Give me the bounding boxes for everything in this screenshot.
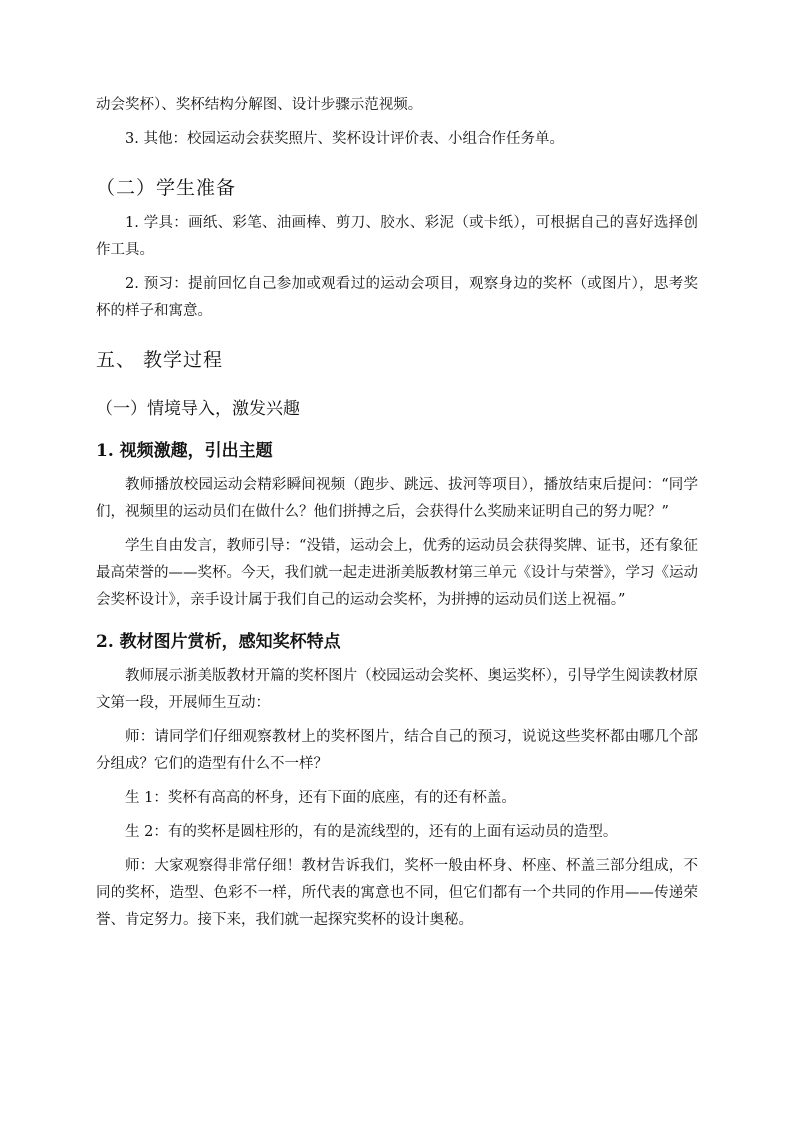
heading-video: 1. 视频激趣，引出主题	[96, 441, 273, 461]
paragraph-continued: 动会奖杯）、奖杯结构分解图、设计步骤示范视频。	[96, 97, 423, 113]
paragraph-images-1: 教师展示浙美版教材开篇的奖杯图片（校园运动会奖杯、奥运奖杯），引导学生阅读教材原文第一段，开展师生互动：	[96, 668, 698, 711]
heading-situation-intro: （一）情境导入，激发兴趣	[96, 399, 300, 419]
heading-textbook-images: 2. 教材图片赏析，感知奖杯特点	[96, 632, 341, 652]
heading-student-prep: （二）学生准备	[96, 177, 237, 199]
paragraph-student-2: 生 2：有的奖杯是圆柱形的，有的是流线型的，还有的上面有运动员的造型。	[125, 824, 618, 840]
paragraph-student-1: 生 1：奖杯有高高的杯身，还有下面的底座，有的还有杯盖。	[125, 790, 516, 806]
paragraph-other-resources: 3. 其他：校园运动会获奖照片、奖杯设计评价表、小组合作任务单。	[125, 131, 564, 147]
heading-teaching-process: 五、 教学过程	[96, 349, 224, 371]
paragraph-video-1: 教师播放校园运动会精彩瞬间视频（跑步、跳远、拔河等项目），播放结束后提问：“同学们，视频里的运动员们在做什么？他们拼搏之后，会获得什么奖励来证明自己的努力呢？”	[96, 477, 698, 520]
paragraph-tools: 1. 学具：画纸、彩笔、油画棒、剪刀、胶水、彩泥（或卡纸），可根据自己的喜好选择创作工具。	[96, 215, 698, 258]
paragraph-teacher-question: 师：请同学们仔细观察教材上的奖杯图片，结合自己的预习，说说这些奖杯都由哪几个部分组成？它们的造型有什么不一样？	[96, 729, 698, 772]
paragraph-preview: 2. 预习：提前回忆自己参加或观看过的运动会项目，观察身边的奖杯（或图片），思考奖杯的样子和寓意。	[96, 276, 698, 319]
paragraph-teacher-answer: 师：大家观察得非常仔细！教材告诉我们，奖杯一般由杯身、杯座、杯盖三部分组成，不同的奖杯，造型、色彩不一样，所代表的寓意也不同，但它们都有一个共同的作用——传递荣誉、肯定努力。接下来，我们就一起探究奖杯的设计奥秘。	[96, 858, 698, 928]
page-content	[96, 92, 698, 934]
paragraph-video-2: 学生自由发言，教师引导：“没错，运动会上，优秀的运动员会获得奖牌、证书，还有象征最高荣誉的——奖杯。今天，我们就一起走进浙美版教材第三单元《设计与荣誉》，学习《运动会奖杯设计》，亲手设计属于我们自己的运动会奖杯，为拼搏的运动员们送上祝福。”	[96, 538, 698, 608]
